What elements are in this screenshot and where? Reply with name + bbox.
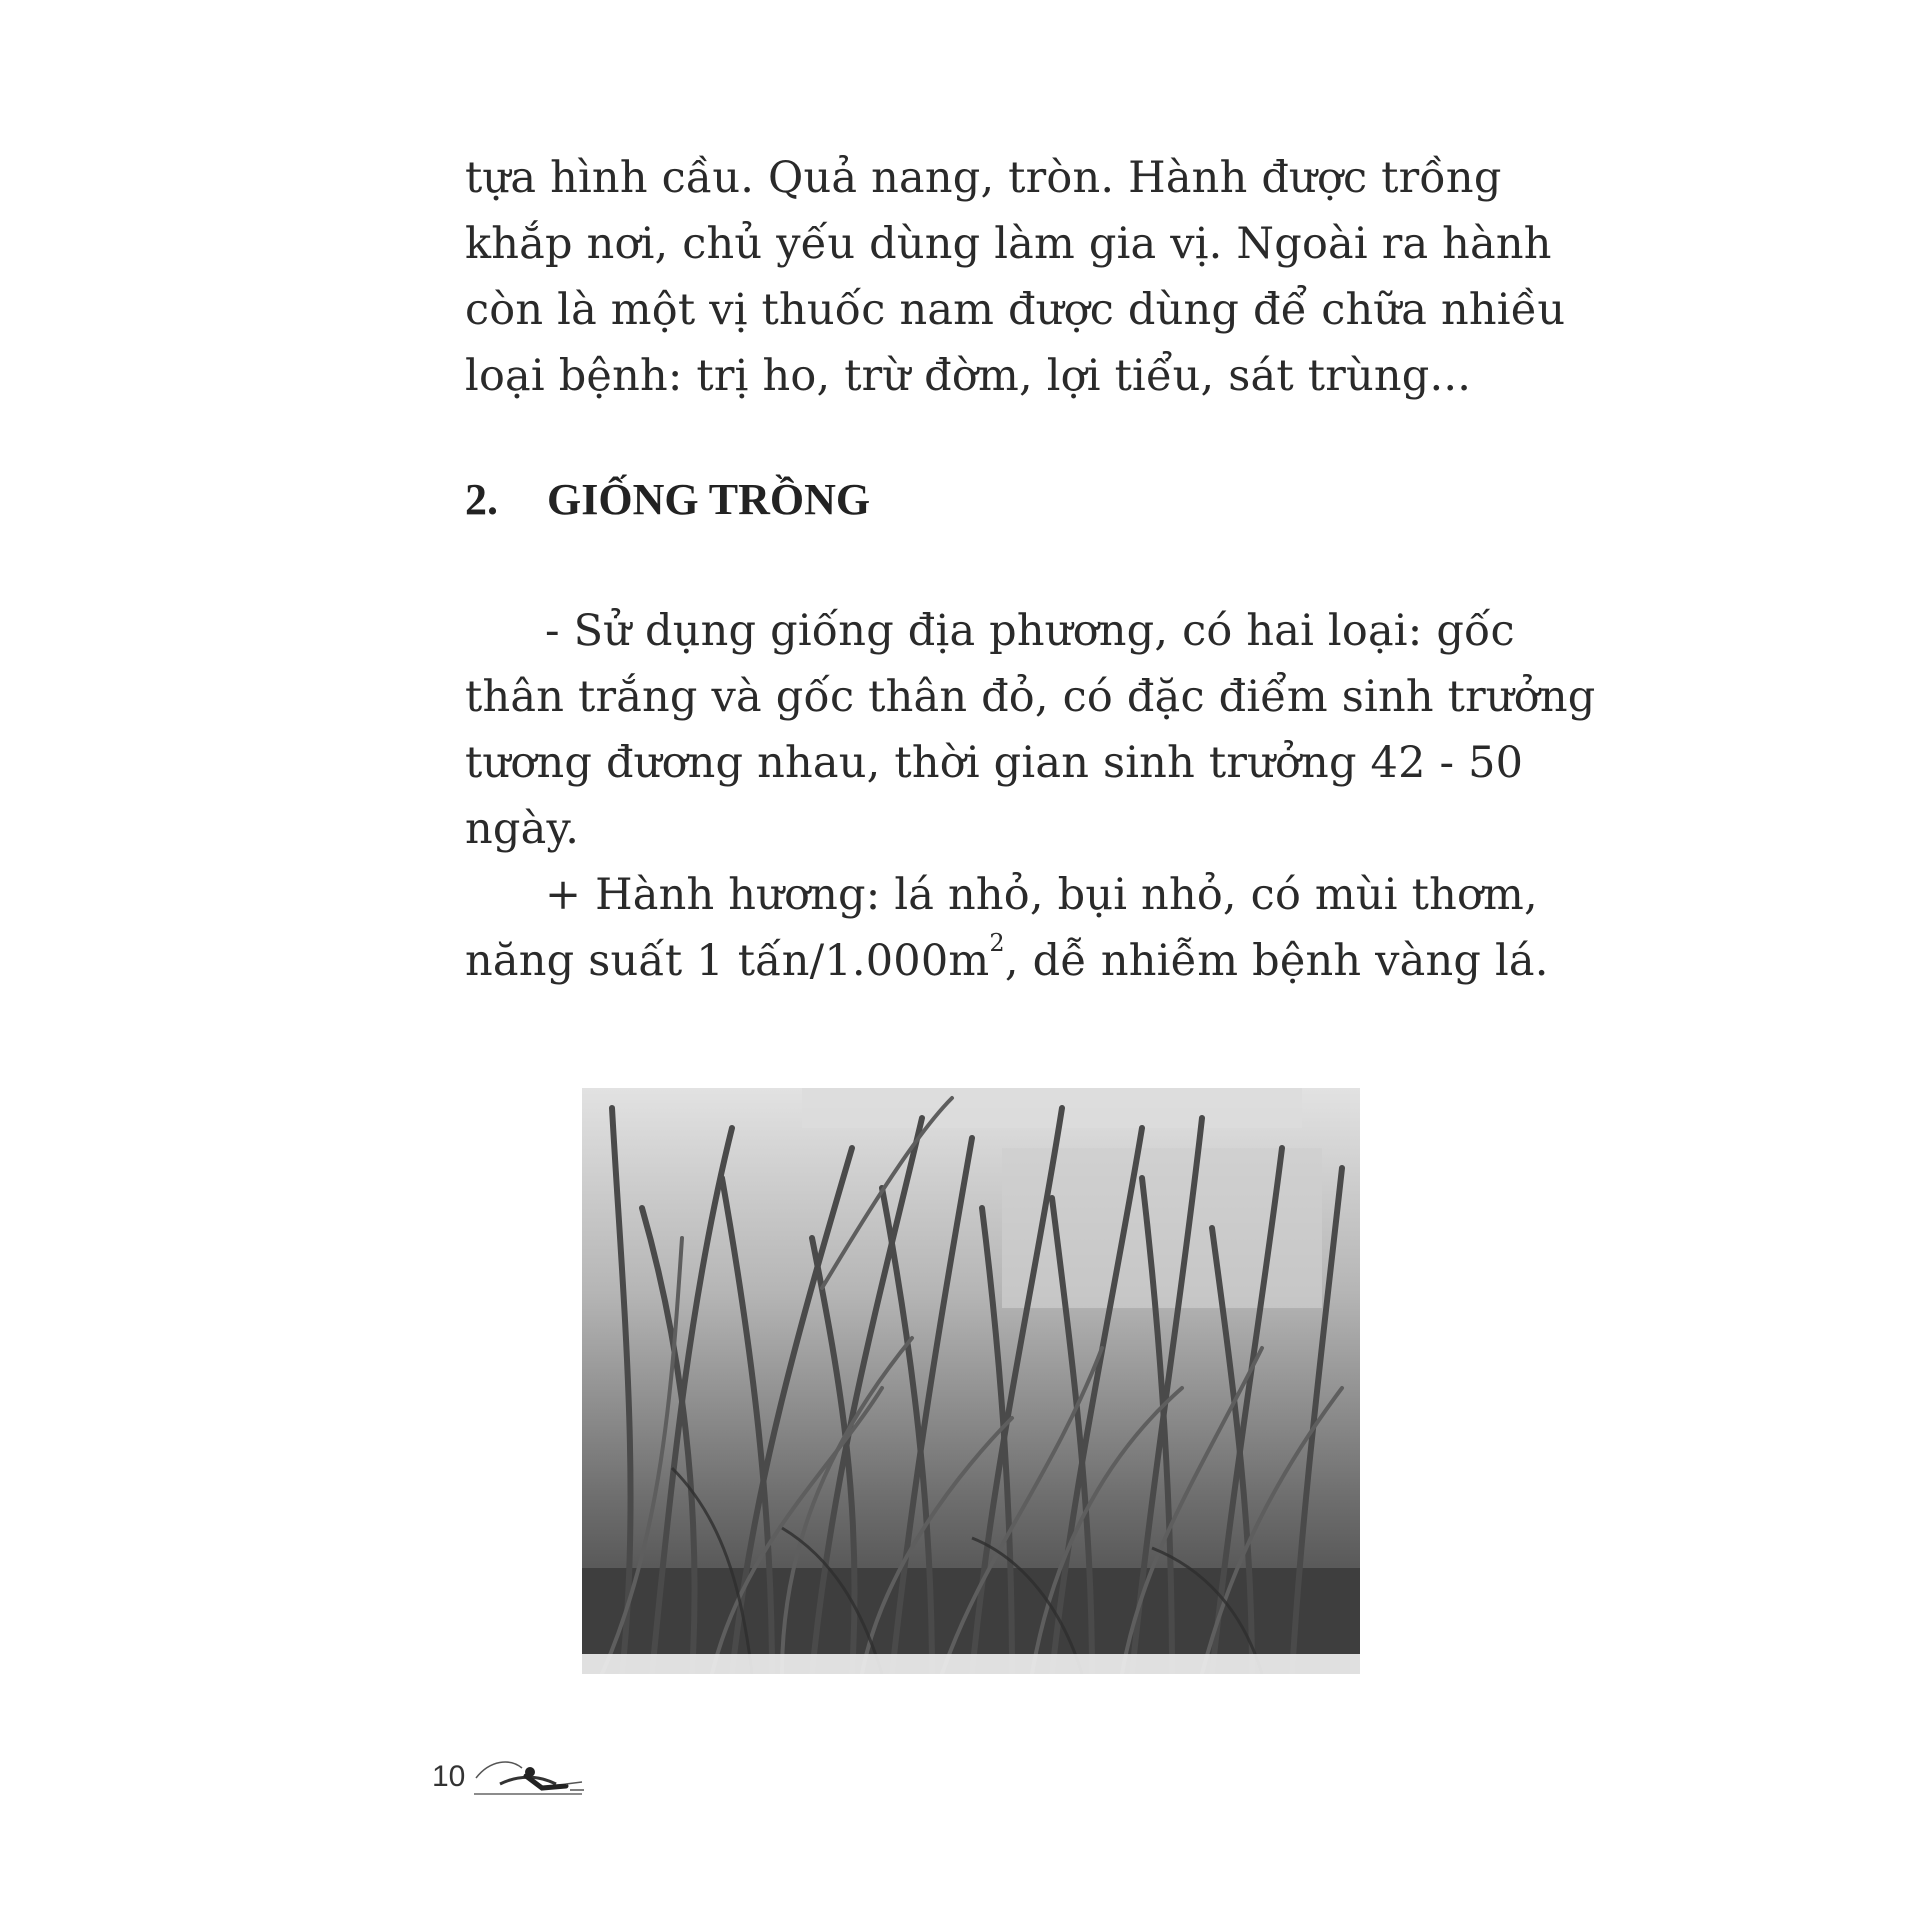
section-title: GIỐNG TRỒNG (547, 475, 871, 524)
intro-paragraph (465, 145, 1566, 409)
scallion-plants-photo (582, 1088, 1360, 1674)
body-line: thân trắng và gốc thân đỏ, có đặc điểm sinh trưởng (465, 672, 1596, 722)
intro-line: khắp nơi, chủ yếu dùng làm gia vị. Ngoài ra hành (465, 219, 1552, 269)
body-line: tương đương nhau, thời gian sinh trưởng 42 - 50 (465, 738, 1524, 788)
superscript: 2 (989, 929, 1005, 957)
page-number: 10 (432, 1760, 466, 1793)
body-line: + Hành hương: lá nhỏ, bụi nhỏ, có mùi thơm, (545, 870, 1538, 920)
scallion-plants-image (582, 1088, 1360, 1674)
intro-line: tựa hình cầu. Quả nang, tròn. Hành được trồng (465, 153, 1502, 203)
farmer-ornament-icon (470, 1754, 588, 1798)
section-number: 2. (465, 475, 498, 524)
body-line: - Sử dụng giống địa phương, có hai loại: gốc (545, 606, 1515, 656)
yield-text: năng suất 1 tấn/1.000m (465, 936, 990, 986)
intro-line: còn là một vị thuốc nam được dùng để chữa nhiều (465, 285, 1566, 335)
body-line: ngày. (465, 804, 580, 854)
body-paragraphs (465, 598, 1596, 994)
section-heading (465, 470, 870, 530)
intro-line: loại bệnh: trị ho, trừ đờm, lợi tiểu, sát trùng... (465, 351, 1472, 401)
body-line (465, 928, 1549, 994)
disease-text: , dễ nhiễm bệnh vàng lá. (1004, 936, 1549, 986)
